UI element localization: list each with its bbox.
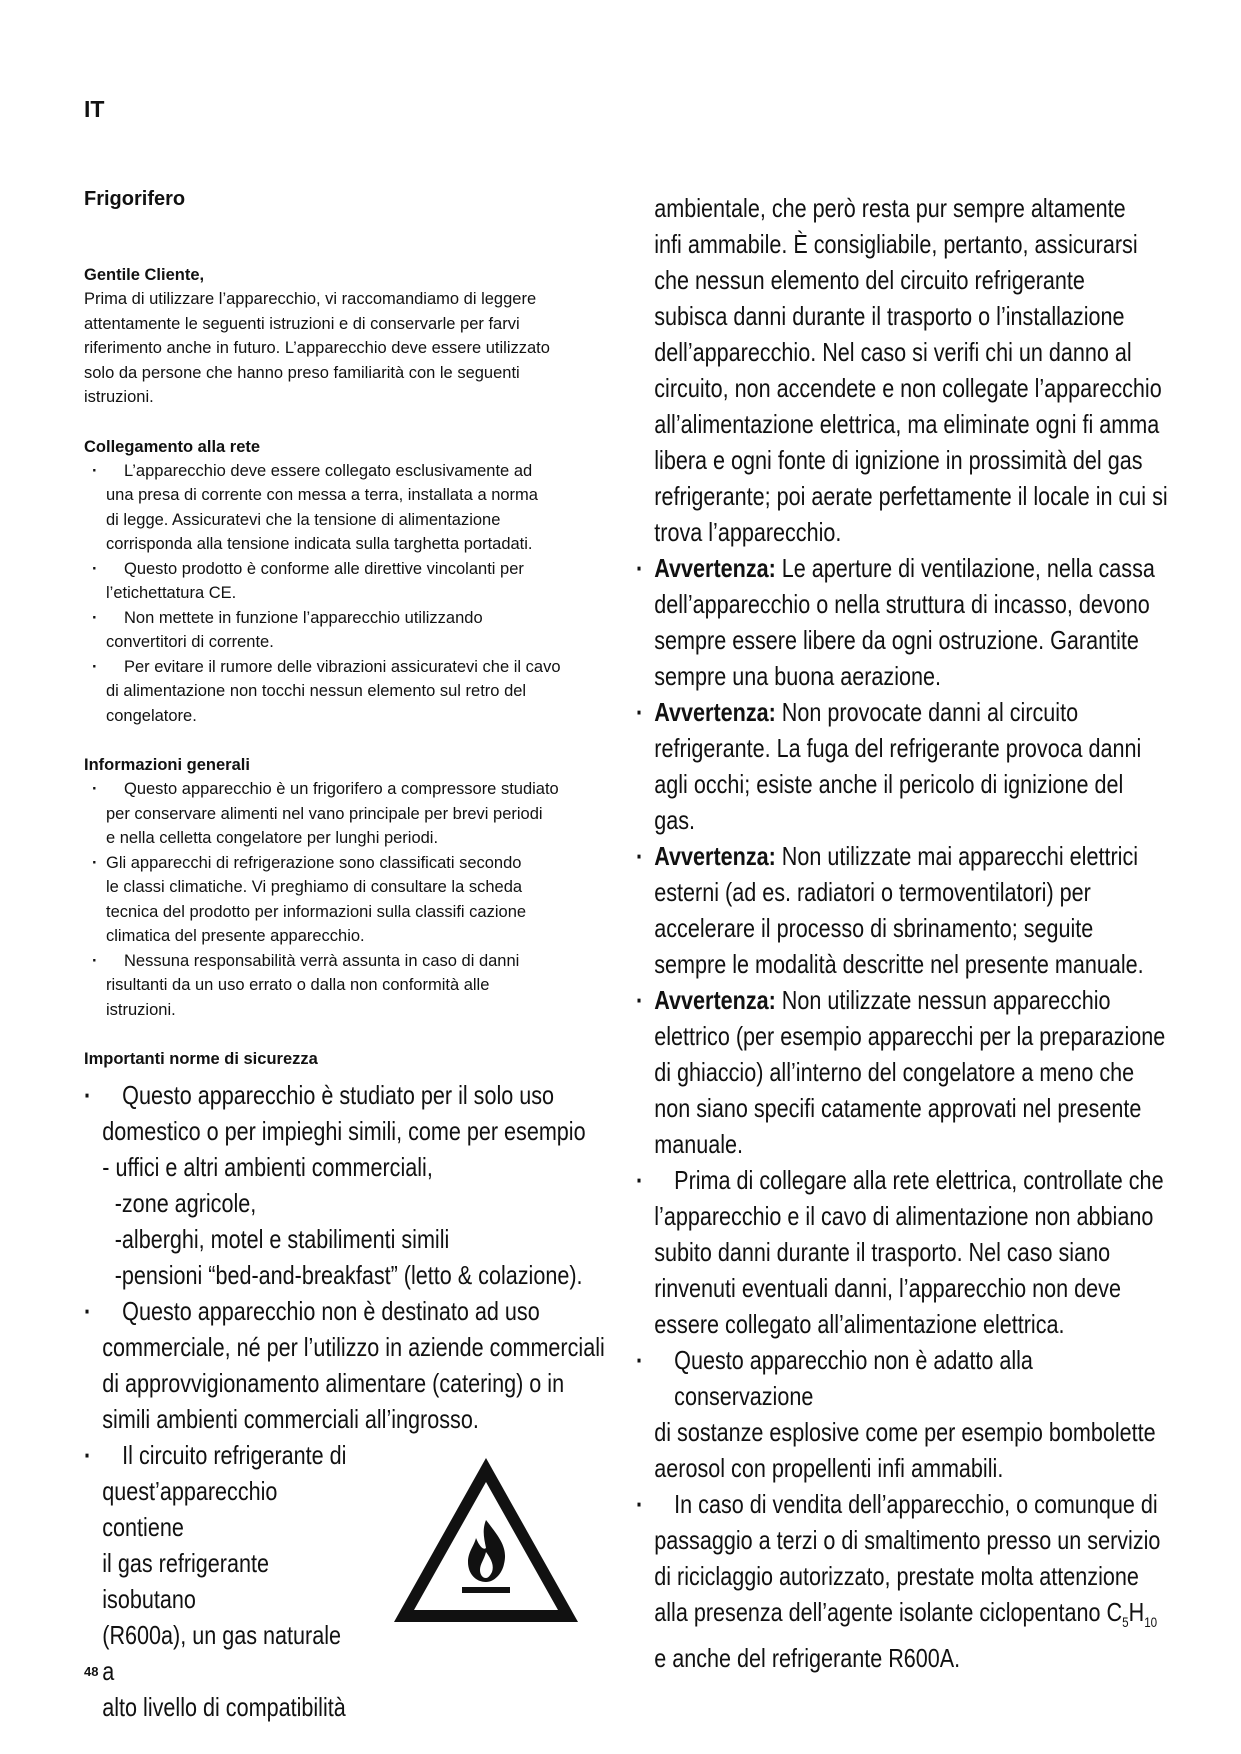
right-column (636, 190, 1176, 1676)
text-line: Non utilizzate mai apparecchi elettrici (775, 841, 1139, 871)
text-line: aerosol con propellenti infi ammabili. (654, 1453, 1004, 1483)
text-line: e nella celletta congelatore per lunghi periodi. (106, 829, 439, 847)
text-line: accelerare il processo di sbrinamento; seguite (654, 913, 1094, 943)
warning-label: Avvertenza: (654, 841, 776, 871)
text-line: subisca danni durante il trasporto o l’installazione (654, 301, 1125, 331)
text-line: · Gli apparecchi di refrigerazione sono classificati secondo (106, 853, 522, 872)
list-item (84, 557, 624, 606)
text-line: gas. (654, 805, 696, 835)
flammable-warning-icon (388, 1452, 584, 1630)
page-number: 48 (84, 1664, 99, 1679)
text-line: esterni (ad es. radiatori o termoventilatori) per (654, 877, 1091, 907)
text-line: di sostanze esplosive come per esempio bombolette (654, 1417, 1156, 1447)
info-list (84, 777, 624, 1022)
text-line: · Questo apparecchio è studiato per il solo uso (122, 1080, 555, 1110)
text-line: istruzioni. (106, 1000, 176, 1019)
text-line: · In caso di vendita dell’apparecchio, o comunque di (674, 1489, 1158, 1519)
text-line: elettrico (per esempio apparecchi per la preparazione (654, 1021, 1166, 1051)
text-line: -zone agricole, (114, 1188, 257, 1218)
text-line: alto livello di compatibilità (102, 1692, 346, 1722)
page-title: Frigorifero (84, 188, 186, 210)
list-item (84, 606, 624, 655)
text-line: · Questo apparecchio non è destinato ad uso (122, 1296, 540, 1326)
text-line: commerciale, né per l’utilizzo in aziende commerciali (102, 1332, 605, 1362)
text-line: · Questo apparecchio non è adatto alla conservazione (674, 1345, 1033, 1411)
text-line: risultanti da un uso errato o dalla non conformità alle (106, 976, 490, 994)
text-line: · Questo prodotto è conforme alle direttive vincolanti per (124, 559, 524, 578)
text-line: circuito, non accendete e non collegate l’apparecchio (654, 373, 1162, 403)
text-line: l’apparecchio e il cavo di alimentazione non abbiano (654, 1201, 1154, 1231)
greeting-block (84, 263, 624, 1071)
list-item (84, 1077, 624, 1293)
text-line: riferimento anche in futuro. L’apparecchio deve essere utilizzato (84, 339, 550, 357)
text-line: non siano specifi catamente approvati nel presente (654, 1093, 1142, 1123)
text-line: libera e ogni fonte di ignizione in prossimità del gas (654, 445, 1143, 475)
text-line: e anche del refrigerante R600A. (654, 1643, 961, 1673)
text-line: convertitori di corrente. (106, 633, 274, 651)
list-item (84, 777, 624, 851)
list-item (636, 1486, 1176, 1676)
text-line: climatica del presente apparecchio. (106, 927, 365, 945)
text-line: refrigerante; poi aerate perfettamente il locale in cui si (654, 481, 1168, 511)
text-line: l’etichettatura CE. (106, 584, 237, 602)
text-line: di riciclaggio autorizzato, prestate molta attenzione (654, 1561, 1139, 1591)
subscript: 5 (1122, 1614, 1129, 1630)
warning-label: Avvertenza: (654, 697, 776, 727)
text-line: refrigerante. La fuga del refrigerante provoca danni (654, 733, 1142, 763)
text-line: trova l’apparecchio. (654, 517, 842, 547)
rete-list (84, 459, 624, 729)
list-item (84, 655, 624, 729)
text-line: passaggio a terzi o di smaltimento presso un servizio (654, 1525, 1161, 1555)
list-item (84, 851, 624, 949)
text-line: le classi climatiche. Vi preghiamo di consultare la scheda (106, 878, 523, 896)
text-fragment: H (1128, 1597, 1145, 1627)
text-line: che nessun elemento del circuito refrigerante (654, 265, 1085, 295)
text-line: Non provocate danni al circuito (775, 697, 1079, 727)
text-line: - uffici e altri ambienti commerciali, (102, 1152, 433, 1182)
text-line: all’alimentazione elettrica, ma eliminate ogni fi amma (654, 409, 1160, 439)
section-heading-rete: Collegamento alla rete (84, 437, 261, 456)
text-line: dell’apparecchio o nella struttura di incasso, devono (654, 589, 1150, 619)
text-line: tecnica del prodotto per informazioni sulla classifi cazione (106, 902, 527, 921)
text-line (654, 1594, 1175, 1640)
text-line: · Il circuito refrigerante di (122, 1440, 347, 1470)
list-item (636, 550, 1176, 694)
list-item (636, 838, 1176, 982)
text-line: istruzioni. (84, 388, 154, 406)
text-line: di ghiaccio) all’interno del congelatore a meno che (654, 1057, 1135, 1087)
warnings-list (636, 550, 1176, 1676)
text-line: Le aperture di ventilazione, nella cassa (775, 553, 1155, 583)
text-line: quest’apparecchio contiene (102, 1476, 278, 1542)
text-line: domestico o per impieghi simili, come per esempio (102, 1116, 586, 1146)
text-line: sempre una buona aerazione. (654, 661, 941, 691)
text-line: · Questo apparecchio è un frigorifero a compressore studiato (124, 780, 559, 798)
text-line: · Per evitare il rumore delle vibrazioni assicuratevi che il cavo (124, 657, 561, 676)
subscript: 10 (1144, 1614, 1158, 1630)
text-line: subito danni durante il trasporto. Nel caso siano (654, 1237, 1111, 1267)
text-line: attentamente le seguenti istruzioni e di conservarle per farvi (84, 314, 520, 333)
warning-label: Avvertenza: (654, 553, 776, 583)
text-line: congelatore. (106, 706, 197, 725)
list-item (84, 459, 624, 557)
greeting-heading: Gentile Cliente, (84, 266, 205, 284)
list-item (636, 1162, 1176, 1342)
list-item (636, 1342, 1176, 1486)
continued-paragraph (636, 190, 1176, 550)
text-line: · Non mettete in funzione l’apparecchio utilizzando (124, 608, 483, 627)
text-line: agli occhi; esiste anche il pericolo di ignizione del (654, 769, 1124, 799)
text-line: sempre essere libere da ogni ostruzione. Garantite (654, 625, 1139, 655)
text-line: per conservare alimenti nel vano principale per brevi periodi (106, 804, 543, 823)
text-line: manuale. (654, 1129, 744, 1159)
language-code: IT (84, 96, 105, 122)
text-line: Prima di utilizzare l’apparecchio, vi raccomandiamo di leggere (84, 290, 537, 308)
list-item (84, 949, 624, 1023)
text-line: corrisponda alla tensione indicata sulla targhetta portadati. (106, 535, 533, 553)
text-line: (R600a), un gas naturale a (102, 1620, 341, 1686)
text-line: solo da persone che hanno preso familiarità con le seguenti (84, 363, 520, 382)
text-line: rinvenuti eventuali danni, l’apparecchio non deve (654, 1273, 1121, 1303)
text-line: di approvvigionamento alimentare (catering) o in (102, 1368, 565, 1398)
text-line: dell’apparecchio. Nel caso si verifi chi un danno al (654, 337, 1132, 367)
text-line: infi ammabile. È consigliabile, pertanto, assicurarsi (654, 229, 1138, 259)
text-line: ambientale, che però resta pur sempre altamente (654, 193, 1126, 223)
text-line: · L’apparecchio deve essere collegato esclusivamente ad (124, 461, 533, 480)
text-line: di legge. Assicuratevi che la tensione di alimentazione (106, 510, 501, 529)
text-line: sempre le modalità descritte nel presente manuale. (654, 949, 1144, 979)
text-line: simili ambienti commerciali all’ingrosso. (102, 1404, 479, 1434)
warning-label: Avvertenza: (654, 985, 776, 1015)
text-line: -alberghi, motel e stabilimenti simili (114, 1224, 450, 1254)
text-line: Non utilizzate nessun apparecchio (775, 985, 1111, 1015)
text-line: · Nessuna responsabilità verrà assunta in caso di danni (124, 951, 520, 970)
text-line: essere collegato all’alimentazione elettrica. (654, 1309, 1065, 1339)
list-item (84, 1293, 624, 1437)
text-line: · Prima di collegare alla rete elettrica, controllate che (674, 1165, 1164, 1195)
section-heading-sicurezza: Importanti norme di sicurezza (84, 1050, 318, 1068)
text-fragment: alla presenza dell’agente isolante ciclopentano C (654, 1597, 1123, 1627)
text-line: di alimentazione non tocchi nessun elemento sul retro del (106, 682, 527, 700)
section-heading-info: Informazioni generali (84, 756, 250, 774)
text-line: il gas refrigerante isobutano (102, 1548, 269, 1614)
greeting-text (84, 287, 624, 410)
list-item (636, 694, 1176, 838)
list-item (636, 982, 1176, 1162)
text-line: -pensioni “bed-and-breakfast” (letto & colazione). (114, 1260, 583, 1290)
text-line: una presa di corrente con messa a terra, installata a norma (106, 486, 538, 504)
